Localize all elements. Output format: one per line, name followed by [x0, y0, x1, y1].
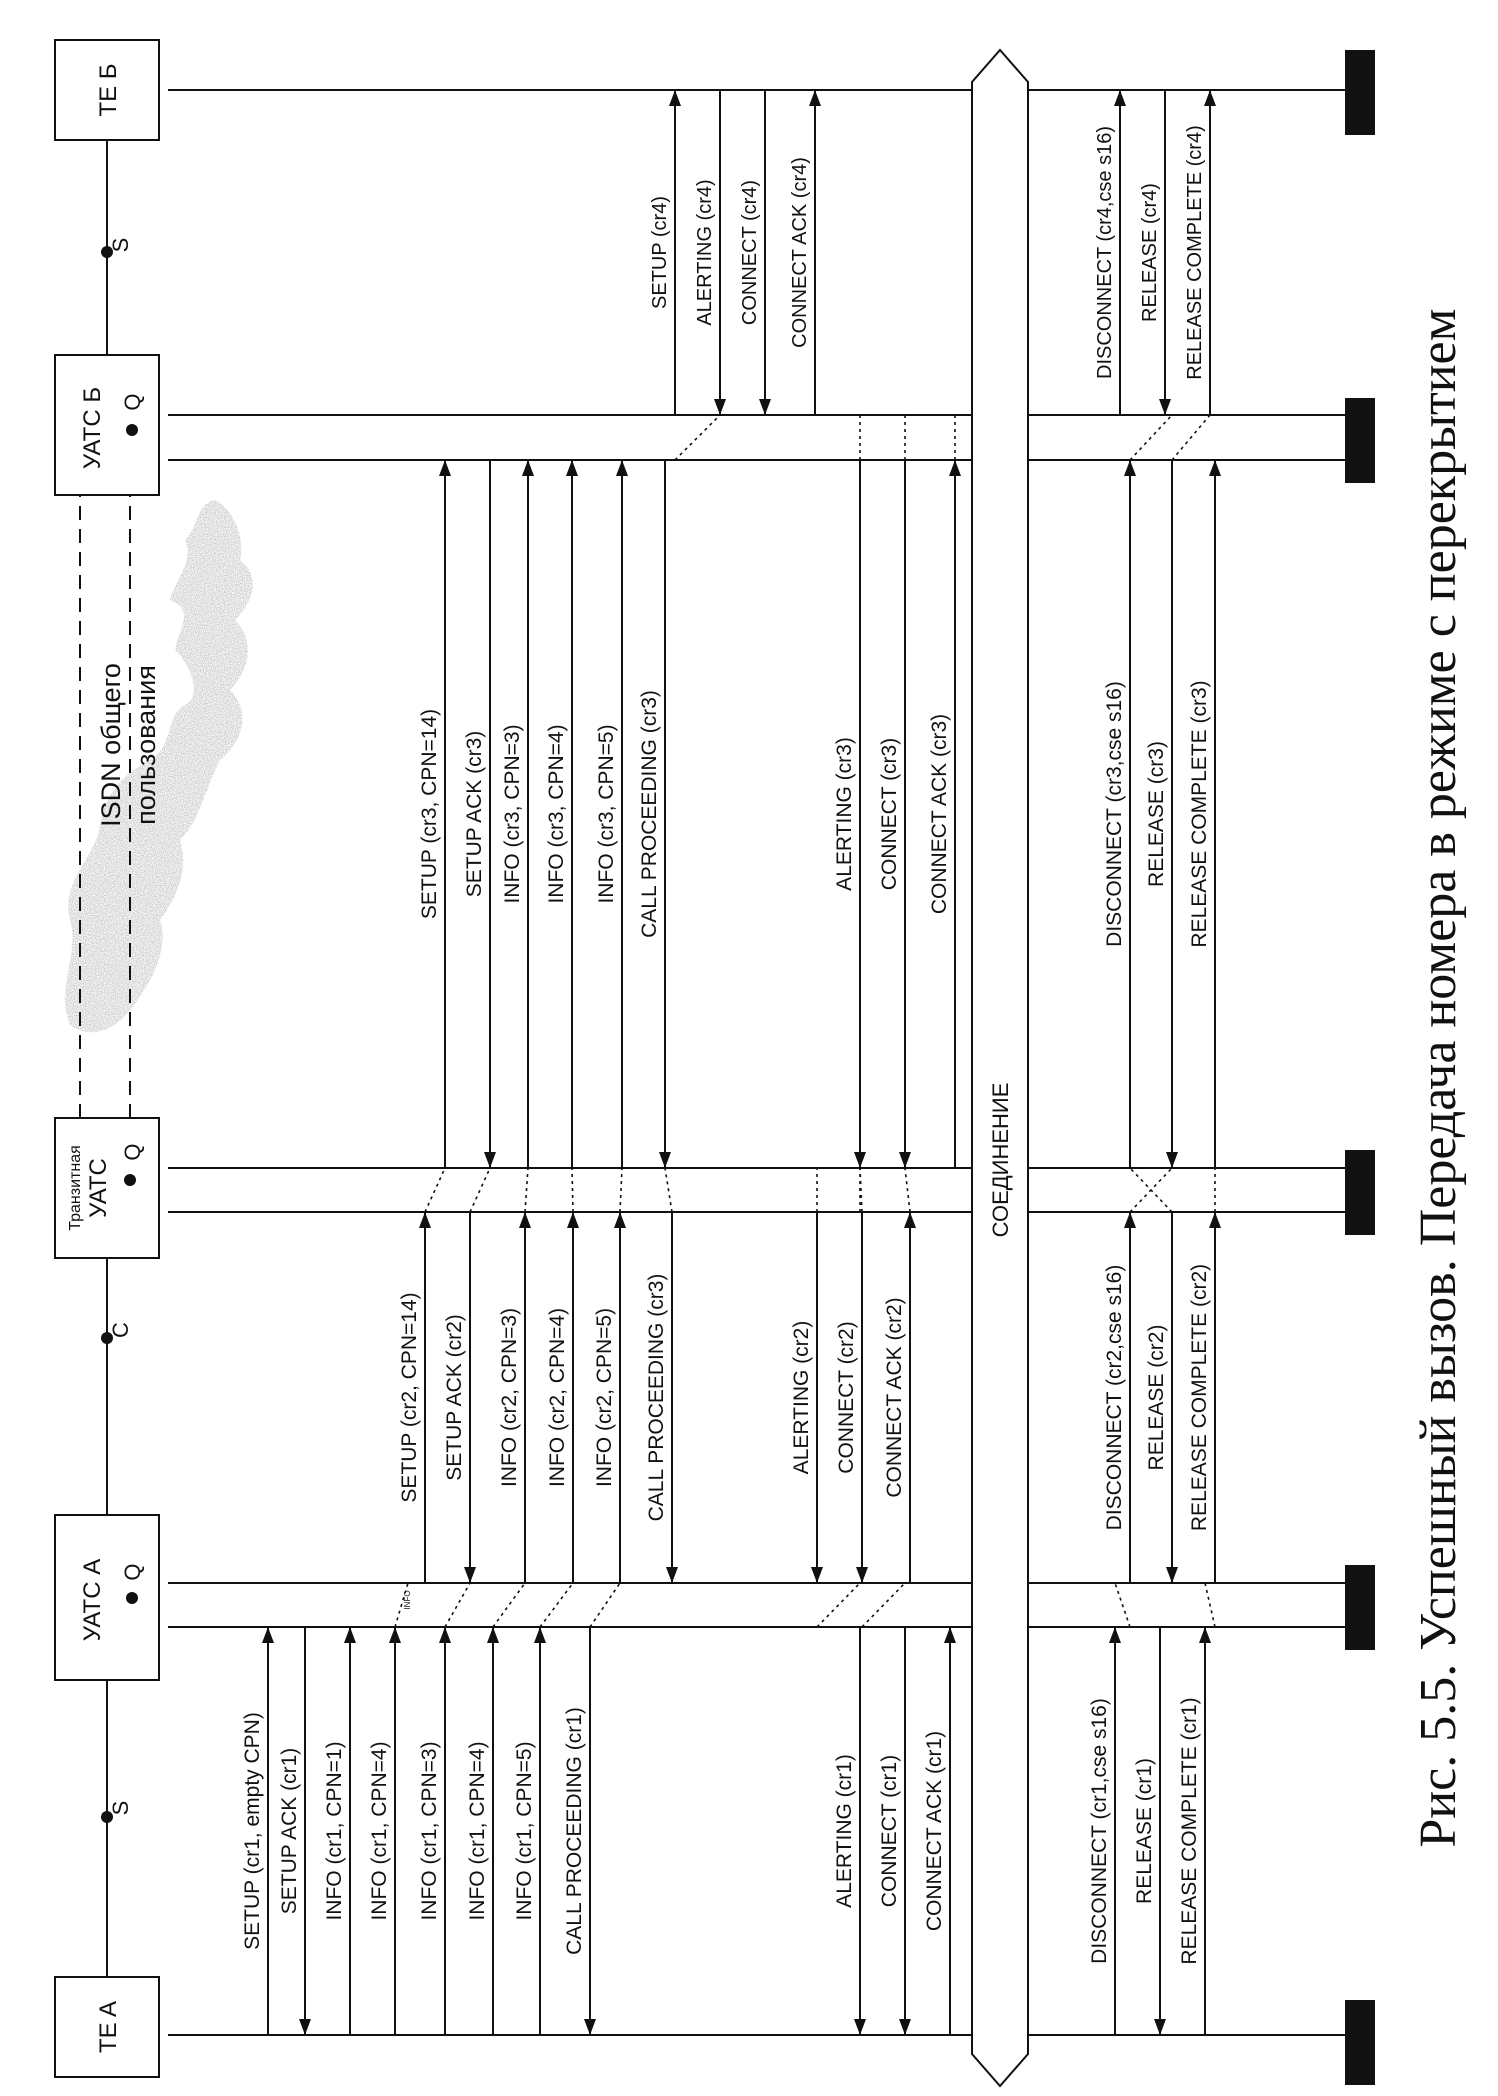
relay-dotted-line	[905, 1168, 910, 1212]
relay-dotted-line	[425, 1168, 445, 1212]
relay-dotted-line	[572, 1168, 573, 1212]
message-arrow	[593, 1212, 626, 1583]
message-arrowhead	[464, 1567, 476, 1583]
message-label: CONNECT ACK (cr4)	[789, 157, 811, 348]
message-arrowhead	[899, 1152, 911, 1168]
node-uats-b-dot	[126, 424, 138, 436]
node-uats-a-label: УАТС А	[79, 1558, 106, 1642]
terminator-uats-b	[1345, 398, 1375, 483]
message-label: DISCONNECT (cr4,cse s16)	[1094, 125, 1116, 380]
message-arrow	[1145, 1212, 1178, 1583]
message-label: ALERTING (cr1)	[833, 1754, 856, 1908]
message-arrowhead	[522, 460, 534, 476]
message-arrowhead	[439, 460, 451, 476]
relay-dotted-line	[1172, 415, 1210, 460]
message-label: ALERTING (cr4)	[694, 179, 716, 326]
message-arrow	[418, 1627, 451, 2035]
message-label: SETUP ACK (cr3)	[463, 730, 486, 898]
message-arrow	[923, 1627, 956, 2035]
message-arrow	[694, 90, 726, 415]
message-label: INFO (cr3, CPN=3)	[501, 724, 524, 904]
message-label: CONNECT (cr1)	[878, 1754, 901, 1908]
message-arrowhead	[419, 1212, 431, 1228]
message-arrowhead	[614, 1212, 626, 1228]
caption-area	[1380, 0, 1498, 2096]
message-label: CONNECT ACK (cr2)	[883, 1297, 906, 1498]
message-arrowhead	[666, 1567, 678, 1583]
relay-dotted-line	[590, 1583, 620, 1627]
node-te-b-label: TE Б	[95, 63, 122, 117]
message-arrowhead	[899, 2019, 911, 2035]
message-arrowhead	[1166, 1152, 1178, 1168]
message-arrow	[498, 1212, 531, 1583]
message-arrow	[883, 1212, 916, 1583]
message-arrow	[1145, 460, 1178, 1168]
message-arrowhead	[809, 90, 821, 106]
message-arrowhead	[759, 399, 771, 415]
message-arrow	[1133, 1627, 1166, 2035]
message-label: SETUP (cr2, CPN=14)	[398, 1292, 421, 1503]
message-arrowhead	[566, 460, 578, 476]
relay-dotted-line	[540, 1583, 573, 1627]
message-label: RELEASE COMPLETE (cr2)	[1188, 1263, 1211, 1532]
terminator-transit	[1345, 1150, 1375, 1235]
message-arrow	[1094, 90, 1126, 415]
message-label: CONNECT (cr4)	[739, 179, 761, 326]
message-label: DISCONNECT (cr1,cse s16)	[1088, 1698, 1111, 1964]
relay-dotted-line	[1115, 1583, 1130, 1627]
message-label: CALL PROCEEDING (cr1)	[563, 1707, 586, 1955]
relay-dotted-line	[862, 1583, 905, 1627]
message-arrow	[1184, 90, 1216, 415]
message-arrow	[739, 90, 771, 415]
node-uats-b-box	[55, 355, 159, 495]
message-arrow	[638, 460, 671, 1168]
message-arrow	[649, 90, 681, 415]
interface-label-s1: S	[108, 1800, 133, 1816]
message-arrow	[545, 460, 578, 1168]
figure-caption: Рис. 5.5. Успешный вызов. Передача номера в режиме с перекрытием	[1410, 308, 1467, 1848]
message-arrowhead	[1124, 1212, 1136, 1228]
connection-bar-shape	[972, 50, 1028, 2086]
message-label: CALL PROCEEDING (cr3)	[645, 1273, 668, 1522]
message-arrow	[463, 460, 496, 1168]
message-label: CONNECT ACK (cr1)	[923, 1730, 946, 1932]
message-label: INFO (cr1, CPN=4)	[368, 1741, 391, 1921]
node-uats-b-label: УАТС Б	[79, 386, 106, 470]
message-label: RELEASE (cr3)	[1145, 741, 1168, 887]
message-label: CONNECT ACK (cr3)	[928, 713, 951, 915]
message-label: INFO (cr3, CPN=5)	[595, 724, 618, 904]
message-arrowhead	[389, 1627, 401, 1643]
node-transit-dot	[124, 1174, 136, 1186]
message-arrowhead	[904, 1212, 916, 1228]
message-arrowhead	[1154, 2019, 1166, 2035]
message-arrow	[546, 1212, 579, 1583]
message-arrowhead	[1159, 399, 1171, 415]
message-label: RELEASE COMPLETE (cr4)	[1184, 125, 1206, 380]
isdn-cloud	[65, 500, 253, 1032]
message-label: CALL PROCEEDING (cr3)	[638, 690, 661, 938]
message-arrowhead	[1199, 1627, 1211, 1643]
message-label: INFO (cr1, CPN=3)	[418, 1741, 441, 1921]
node-transit-q: Q	[120, 1143, 145, 1161]
message-label: INFO (cr1, CPN=5)	[513, 1741, 536, 1921]
message-label: SETUP (cr3, CPN=14)	[418, 708, 441, 920]
relay-dotted-line	[620, 1168, 622, 1212]
message-arrow	[645, 1212, 678, 1583]
message-label: INFO (cr2, CPN=3)	[498, 1307, 521, 1488]
message-label: INFO (cr1, CPN=4)	[466, 1741, 489, 1921]
relay-dotted-line	[445, 1583, 470, 1627]
relay-dotted-line	[525, 1168, 528, 1212]
message-arrowhead	[856, 1567, 868, 1583]
relay-dotted-line	[1205, 1583, 1215, 1627]
messages	[241, 90, 1221, 2035]
message-arrowhead	[1124, 460, 1136, 476]
message-arrowhead	[299, 2019, 311, 2035]
message-arrow	[878, 1627, 911, 2035]
message-arrowhead	[854, 1152, 866, 1168]
small-info-label: INFO	[403, 1590, 412, 1610]
message-arrow	[1103, 1212, 1136, 1583]
message-label: ALERTING (cr3)	[833, 737, 856, 891]
message-arrowhead	[439, 1627, 451, 1643]
message-arrowhead	[944, 1627, 956, 1643]
message-label: INFO (cr1, CPN=1)	[323, 1741, 346, 1921]
message-label: SETUP ACK (cr1)	[278, 1747, 301, 1915]
cloud-label-line2: пользования	[131, 665, 161, 825]
message-arrowhead	[519, 1212, 531, 1228]
message-arrowhead	[584, 2019, 596, 2035]
message-arrowhead	[616, 460, 628, 476]
message-arrowhead	[811, 1567, 823, 1583]
message-arrowhead	[1209, 1212, 1221, 1228]
relay-dotted-line	[493, 1583, 525, 1627]
relay-dotted-line	[817, 1583, 860, 1627]
message-arrowhead	[1109, 1627, 1121, 1643]
message-arrow	[501, 460, 534, 1168]
message-arrow	[790, 1212, 823, 1583]
message-arrow	[928, 460, 961, 1168]
message-arrowhead	[1209, 460, 1221, 476]
relay-dotted-line	[665, 1168, 672, 1212]
interface-label-s2: S	[108, 237, 133, 253]
message-arrowhead	[567, 1212, 579, 1228]
terminator-te-a	[1345, 2000, 1375, 2085]
message-arrow	[368, 1627, 401, 2035]
relay-dotted-line	[1130, 415, 1172, 460]
message-arrow	[418, 460, 451, 1168]
connection-label: СОЕДИНЕНИЕ	[988, 1082, 1013, 1238]
cloud-label-line1: ISDN общего	[96, 663, 126, 827]
message-label: DISCONNECT (cr2,cse s16)	[1103, 1264, 1126, 1531]
message-arrowhead	[714, 399, 726, 415]
message-label: INFO (cr3, CPN=4)	[545, 724, 568, 904]
message-arrow	[833, 460, 866, 1168]
message-label: SETUP (cr4)	[649, 196, 671, 309]
node-uats-a-q: Q	[120, 1563, 145, 1581]
message-arrow	[1188, 460, 1221, 1168]
message-arrow	[398, 1212, 431, 1583]
message-arrow	[878, 460, 911, 1168]
message-label: RELEASE (cr2)	[1145, 1324, 1168, 1471]
message-arrow	[278, 1627, 311, 2035]
message-label: SETUP (cr1, empty CPN)	[241, 1712, 264, 1950]
message-arrowhead	[949, 460, 961, 476]
connection-bar	[972, 50, 1028, 2086]
node-uats-a-box	[55, 1515, 159, 1680]
relay-dotted-line	[470, 1168, 490, 1212]
relay-dotted-line	[675, 415, 720, 460]
node-te-a-label: TE A	[95, 2000, 122, 2054]
message-arrow	[323, 1627, 356, 2035]
message-label: RELEASE (cr4)	[1139, 183, 1161, 322]
terminator-te-b	[1345, 50, 1375, 135]
message-arrow	[443, 1212, 476, 1583]
message-label: CONNECT (cr2)	[835, 1321, 858, 1474]
message-arrowhead	[1204, 90, 1216, 106]
message-arrowhead	[1166, 1567, 1178, 1583]
node-uats-b-q: Q	[120, 393, 145, 411]
message-arrow	[513, 1627, 546, 2035]
message-arrow	[1178, 1627, 1211, 2035]
message-arrowhead	[669, 90, 681, 106]
message-label: DISCONNECT (cr3,cse s16)	[1103, 681, 1126, 947]
node-transit-label: УАТС	[85, 1158, 112, 1218]
message-arrowhead	[487, 1627, 499, 1643]
message-label: SETUP ACK (cr2)	[443, 1314, 466, 1481]
message-arrowhead	[1114, 90, 1126, 106]
message-arrow	[835, 1212, 868, 1583]
message-label: INFO (cr2, CPN=4)	[546, 1307, 569, 1488]
message-arrowhead	[854, 2019, 866, 2035]
terminator-uats-a	[1345, 1565, 1375, 1650]
message-arrow	[833, 1627, 866, 2035]
message-label: INFO (cr2, CPN=5)	[593, 1307, 616, 1488]
message-arrowhead	[344, 1627, 356, 1643]
node-transit-small-label: Транзитная	[67, 1145, 84, 1231]
node-uats-a-dot	[126, 1592, 138, 1604]
interface-label-c: C	[108, 1322, 133, 1338]
message-arrow	[595, 460, 628, 1168]
message-arrowhead	[659, 1152, 671, 1168]
message-label: RELEASE COMPLETE (cr1)	[1178, 1697, 1201, 1965]
message-arrow	[466, 1627, 499, 2035]
message-arrowhead	[262, 1627, 274, 1643]
message-arrowhead	[534, 1627, 546, 1643]
message-arrow	[789, 90, 821, 415]
message-arrow	[1188, 1212, 1221, 1583]
message-arrow	[241, 1627, 274, 2035]
message-label: RELEASE COMPLETE (cr3)	[1188, 680, 1211, 948]
terminators	[1345, 50, 1375, 2085]
message-arrow	[563, 1627, 596, 2035]
message-arrowhead	[484, 1152, 496, 1168]
message-label: RELEASE (cr1)	[1133, 1758, 1156, 1904]
message-arrow	[1103, 460, 1136, 1168]
message-label: CONNECT (cr3)	[878, 737, 901, 891]
message-arrow	[1139, 90, 1171, 415]
message-arrow	[1088, 1627, 1121, 2035]
message-label: ALERTING (cr2)	[790, 1320, 813, 1475]
